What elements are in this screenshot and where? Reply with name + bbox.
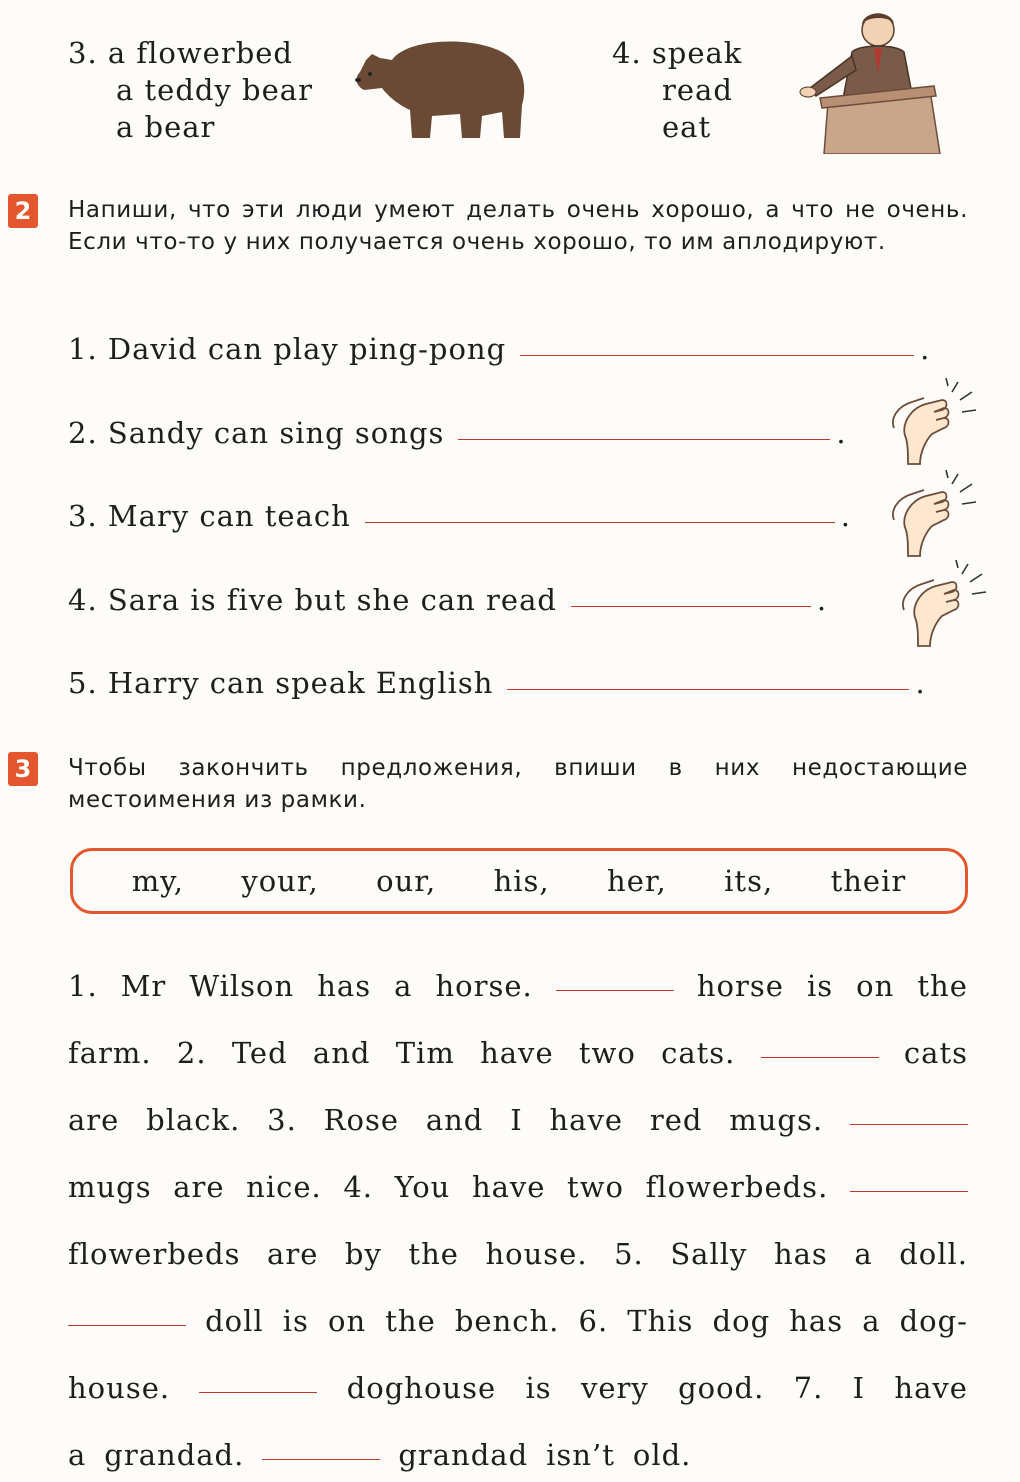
word: 3. (267, 1103, 297, 1137)
word: are (267, 1237, 319, 1271)
word: Wilson (189, 969, 295, 1003)
paragraph-line-4 (68, 1137, 968, 1204)
pronoun-word: our, (376, 864, 437, 898)
answer-blank-3[interactable] (850, 1124, 968, 1125)
word: This (627, 1304, 694, 1338)
pronoun-word: their (830, 864, 907, 898)
top-item-4-line-2: read (662, 73, 733, 107)
word: cats. (661, 1036, 736, 1070)
word: and (425, 1103, 484, 1137)
clapping-hands-icon (886, 378, 986, 466)
word: a (862, 1304, 881, 1338)
word: 5. (614, 1237, 644, 1271)
top-item-3-line-2: a teddy bear (116, 73, 313, 107)
word: have (471, 1170, 546, 1204)
paragraph-line-8 (68, 1405, 968, 1472)
word: is (525, 1371, 552, 1405)
ex2-item-3-answer-line[interactable] (365, 522, 835, 523)
word: doghouse (346, 1371, 497, 1405)
exercise-3-instruction: Чтобы закончить предложения, впиши в них недостающие местоимения из рамки. (68, 755, 968, 813)
bear-illustration (352, 30, 532, 145)
paragraph-line-5 (68, 1204, 968, 1271)
word: and (312, 1036, 371, 1070)
ex2-item-2-period: . (836, 416, 847, 450)
ex2-item-5-period: . (915, 666, 926, 700)
answer-blank-5[interactable] (68, 1325, 186, 1326)
paragraph-line-7 (68, 1338, 968, 1405)
word: isn’t (546, 1438, 615, 1472)
word: have (894, 1371, 968, 1405)
word: by (344, 1237, 382, 1271)
word: are (68, 1103, 120, 1137)
word: horse. (435, 969, 533, 1003)
ex2-item-3-text: 3. Mary can teach (68, 499, 351, 533)
ex2-item-1 (68, 326, 930, 366)
word: on (856, 969, 895, 1003)
word: Tim (395, 1036, 455, 1070)
word: mugs (68, 1170, 152, 1204)
answer-blank-2[interactable] (761, 1057, 879, 1058)
pronoun-word: your, (241, 864, 319, 898)
answer-blank-1[interactable] (556, 990, 674, 991)
answer-blank-6[interactable] (199, 1392, 317, 1393)
word: doll. (899, 1237, 968, 1271)
word: the (917, 969, 968, 1003)
ex2-item-5-answer-line[interactable] (507, 689, 909, 690)
ex2-item-5 (68, 660, 926, 700)
word: the (408, 1237, 459, 1271)
ex2-item-1-period: . (920, 332, 931, 366)
word: are (173, 1170, 225, 1204)
ex2-item-4-period: . (816, 583, 828, 617)
word: old. (632, 1438, 692, 1472)
ex2-item-3-period: . (840, 499, 852, 533)
answer-blank-7[interactable] (262, 1459, 380, 1460)
word: nice. (246, 1170, 322, 1204)
word: I (852, 1371, 866, 1405)
pronoun-word: my, (131, 864, 184, 898)
ex2-item-4-answer-line[interactable] (571, 606, 811, 607)
word: the (385, 1304, 436, 1338)
word: have (549, 1103, 623, 1137)
word: has (773, 1237, 828, 1271)
pronoun-word: her, (607, 864, 667, 898)
word: cats (903, 1036, 968, 1070)
word: Ted (231, 1036, 288, 1070)
word: a (68, 1438, 87, 1472)
word: Rose (323, 1103, 399, 1137)
paragraph-line-2 (68, 1003, 968, 1070)
word: black. (146, 1103, 241, 1137)
word: two (567, 1170, 624, 1204)
word: 1. (68, 969, 98, 1003)
word: flowerbeds (68, 1237, 241, 1271)
word: a (854, 1237, 873, 1271)
word: dog- (899, 1304, 968, 1338)
word: house. (485, 1237, 588, 1271)
exercise-2-instruction: Напиши, что эти люди умеют делать очень хорошо, а что не очень. Если что-то у них получается очень хорошо, то им аплодируют. (68, 197, 968, 255)
answer-blank-4[interactable] (850, 1191, 968, 1192)
word: horse (696, 969, 784, 1003)
clapping-hands-icon (886, 470, 986, 558)
pronoun-word: his, (493, 864, 550, 898)
top-item-4-line-3: eat (662, 110, 712, 144)
top-item-4-line-1: 4. speak (612, 36, 743, 70)
word: good. (678, 1371, 765, 1405)
word: Sally (670, 1237, 748, 1271)
word: is (282, 1304, 309, 1338)
paragraph-line-3 (68, 1070, 968, 1137)
word: flowerbeds. (645, 1170, 829, 1204)
word: 4. (343, 1170, 373, 1204)
top-item-3-line-1: 3. a flowerbed (68, 36, 294, 70)
word: 7. (793, 1371, 824, 1405)
word: house. (68, 1371, 171, 1405)
word: 6. (578, 1304, 609, 1338)
ex2-item-1-answer-line[interactable] (520, 355, 914, 356)
ex2-item-2-text: 2. Sandy can sing songs (68, 416, 445, 450)
ex2-item-4-text: 4. Sara is five but she can read (68, 583, 557, 617)
speaker-illustration (790, 4, 950, 154)
word: bench. (454, 1304, 560, 1338)
ex2-item-3 (68, 493, 851, 533)
exercise-2-badge: 2 (8, 194, 38, 228)
word: has (317, 969, 372, 1003)
word: You (394, 1170, 451, 1204)
word: I (510, 1103, 523, 1137)
word: two (578, 1036, 636, 1070)
pronoun-box (70, 848, 968, 914)
word: farm. (68, 1036, 152, 1070)
word: has (789, 1304, 844, 1338)
word: a (394, 969, 413, 1003)
exercise-3-badge: 3 (8, 752, 38, 786)
ex2-item-5-text: 5. Harry can speak English (68, 666, 494, 700)
ex2-item-2 (68, 410, 847, 450)
exercise-3-paragraph (68, 936, 968, 1472)
paragraph-line-1 (68, 936, 968, 1003)
clapping-hands-icon (896, 560, 996, 648)
paragraph-line-6 (68, 1271, 968, 1338)
word: doll (205, 1304, 264, 1338)
word: grandad. (104, 1438, 245, 1472)
word: have (480, 1036, 554, 1070)
ex2-item-4 (68, 577, 827, 617)
word: dog (712, 1304, 771, 1338)
word: is (806, 969, 834, 1003)
word: on (328, 1304, 367, 1338)
pronoun-word: its, (724, 864, 774, 898)
word: very (580, 1371, 649, 1405)
word: Mr (120, 969, 167, 1003)
word: grandad (398, 1438, 529, 1472)
ex2-item-2-answer-line[interactable] (458, 439, 830, 440)
word: red (649, 1103, 703, 1137)
word: 2. (176, 1036, 207, 1070)
ex2-item-1-text: 1. David can play ping-pong (68, 332, 507, 366)
word: mugs. (729, 1103, 824, 1137)
top-item-3-line-3: a bear (116, 110, 216, 144)
